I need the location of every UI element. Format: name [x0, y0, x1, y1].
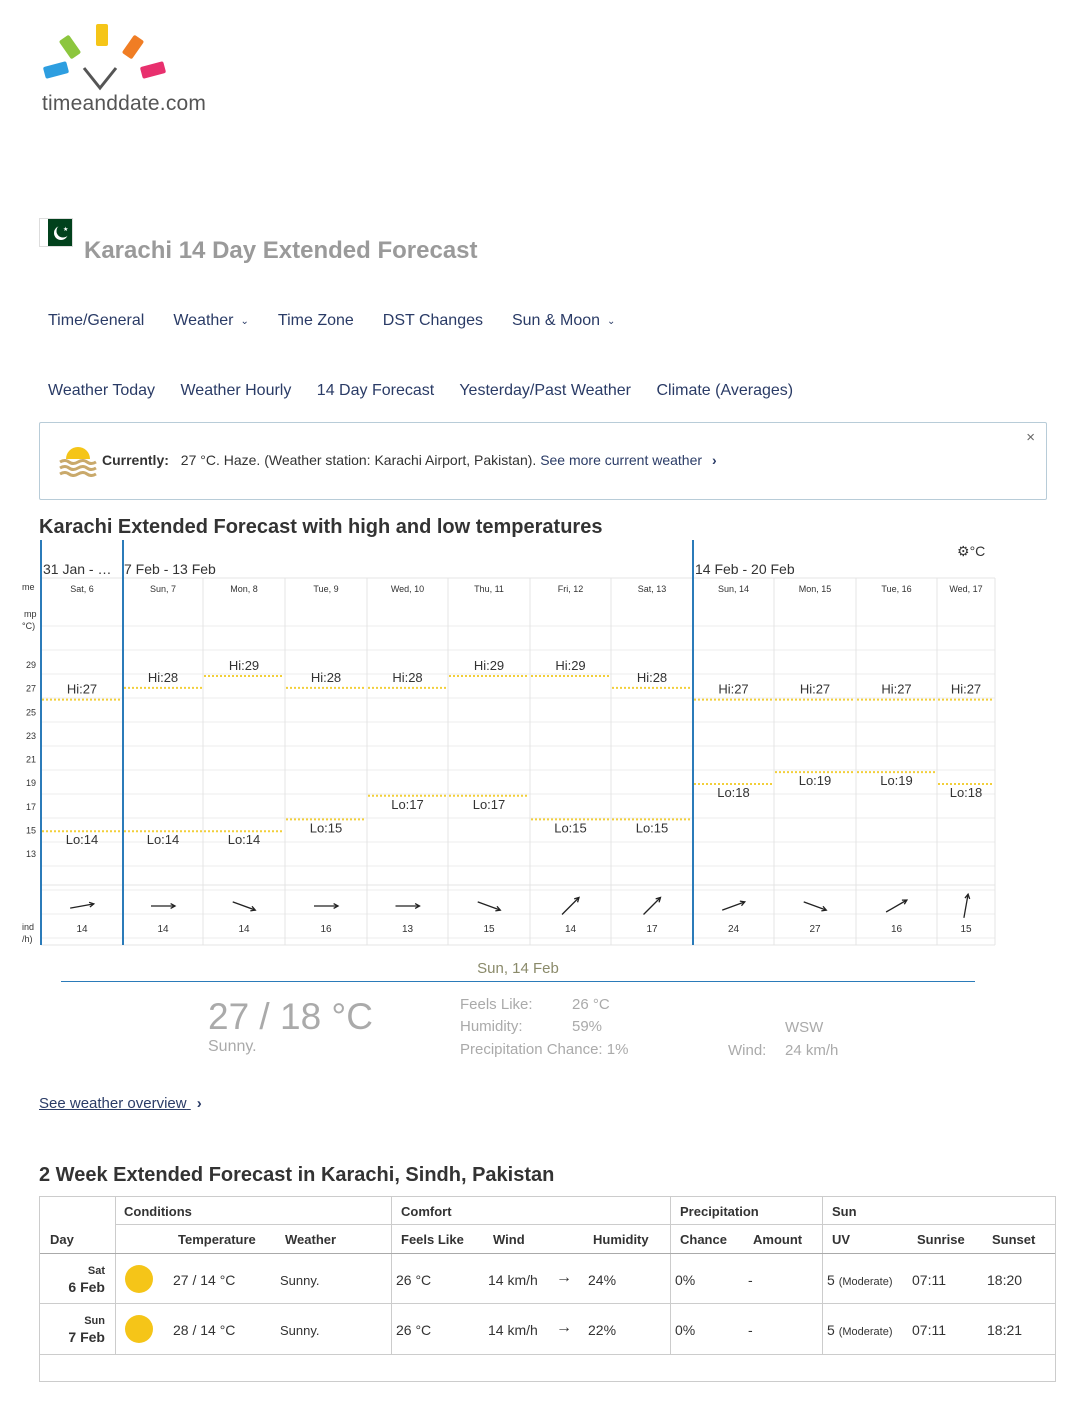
wind-arrow-icon: [644, 898, 661, 915]
svg-text:★: ★: [63, 226, 69, 233]
logo-wordmark[interactable]: timeanddate.com: [42, 92, 207, 115]
forecast-chart: [20, 540, 1000, 950]
subnav-weather-today[interactable]: Weather Today: [48, 382, 156, 399]
timeanddate-logo-icon[interactable]: [38, 20, 173, 95]
day-label: Sun, 7: [149, 584, 177, 594]
sub-nav: [48, 382, 814, 400]
lo-temp-label: Lo:18: [949, 784, 983, 800]
day-label: Mon, 8: [230, 584, 258, 594]
y-tick-label: 19: [25, 778, 36, 789]
week-label: 31 Jan - …: [43, 561, 112, 577]
header-wind: Wind: [493, 1232, 525, 1247]
current-label: Currently:: [102, 452, 169, 468]
day-label: Thu, 11: [474, 584, 504, 594]
row-feels: 26 °C: [396, 1272, 432, 1288]
y-tick-label: 21: [25, 754, 36, 765]
hi-temp-label: Hi:28: [392, 669, 423, 685]
nav-time-zone[interactable]: Time Zone: [277, 312, 354, 329]
lo-temp-label: Lo:18: [717, 784, 750, 800]
sun-icon: [125, 1265, 153, 1293]
row-divider: [115, 1224, 1055, 1225]
sun-icon: [125, 1315, 153, 1343]
row-divider: [40, 1253, 1055, 1254]
day-label: Tue, 9: [313, 584, 339, 594]
y-tick-label: 29: [25, 660, 36, 670]
row-weather: Sunny.: [280, 1323, 320, 1338]
week-label: 14 Feb - 20 Feb: [695, 561, 795, 577]
row-divider: [40, 1303, 1055, 1304]
axis-label: /h): [22, 934, 33, 944]
axis-label: ind: [22, 922, 35, 932]
table-section-title: 2 Week Extended Forecast in Karachi, Sindh, Pakistan: [39, 1164, 555, 1186]
header-sunset: Sunset: [992, 1232, 1036, 1247]
wind-speed-label: 15: [960, 924, 972, 935]
wind-arrow-icon: [396, 904, 420, 909]
gear-icon: ⚙: [957, 543, 970, 559]
hi-temp-label: Hi:27: [950, 681, 982, 697]
feels-like-label: Feels Like:: [460, 996, 533, 1013]
detail-date: Sun, 14 Feb: [477, 960, 559, 977]
row-humidity: 22%: [588, 1322, 617, 1338]
row-sunset: 18:20: [987, 1272, 1023, 1288]
wind-value: 24 km/h: [785, 1042, 839, 1059]
hi-temp-label: Hi:27: [66, 681, 98, 697]
row-amount: -: [748, 1322, 753, 1338]
y-tick-label: 23: [25, 730, 36, 741]
feels-like-value: 26 °C: [572, 996, 610, 1013]
lo-temp-label: Lo:17: [391, 796, 424, 812]
hi-temp-label: Hi:28: [147, 669, 179, 685]
current-text: 27 °C. Haze. (Weather station: Karachi Airport, Pakistan).: [180, 452, 537, 468]
lo-temp-label: Lo:14: [65, 832, 99, 848]
wind-arrow-icon: [562, 898, 579, 915]
detail-divider: [61, 981, 975, 982]
hi-temp-label: Hi:27: [881, 681, 912, 697]
hi-temp-label: Hi:27: [718, 681, 749, 697]
day-label: Sun, 14: [717, 584, 750, 594]
row-temp: 28 / 14 °C: [173, 1322, 236, 1338]
nav-time-general[interactable]: Time/General: [48, 312, 145, 329]
axis-label: me: [22, 582, 35, 592]
day-label: Sat, 13: [637, 584, 667, 594]
chevron-down-icon: ⌄: [240, 315, 249, 327]
lo-temp-label: Lo:15: [635, 820, 669, 836]
subnav-weather-hourly[interactable]: Weather Hourly: [180, 382, 292, 399]
wind-arrow-icon: [233, 902, 256, 911]
group-conditions: Conditions: [124, 1204, 192, 1219]
haze-icon: [58, 443, 98, 477]
col-divider: [391, 1197, 392, 1354]
day-label: Wed, 17: [949, 584, 983, 594]
row-wind: 14 km/h: [488, 1272, 538, 1288]
lo-temp-label: Lo:15: [554, 820, 587, 836]
header-amount: Amount: [753, 1232, 803, 1247]
day-label: Fri, 12: [557, 584, 584, 594]
humidity-value: 59%: [572, 1018, 603, 1035]
wind-speed-label: 17: [646, 924, 658, 935]
wind-arrow-icon: →: [556, 1319, 572, 1336]
day-label: Sat, 6: [70, 584, 94, 594]
unit-toggle[interactable]: ⚙°C: [957, 543, 986, 559]
axis-label: °C): [22, 621, 36, 631]
wind-arrow-icon: [151, 904, 175, 909]
wind-arrow-icon: →: [556, 1269, 572, 1286]
hi-temp-label: Hi:28: [310, 669, 342, 685]
axis-label: mp: [24, 609, 37, 619]
wind-speed-label: 14: [564, 924, 577, 935]
pakistan-flag-icon: [40, 219, 72, 246]
header-humidity: Humidity: [593, 1232, 649, 1247]
row-uv: 5 (Moderate): [827, 1272, 893, 1288]
lo-temp-label: Lo:15: [309, 820, 343, 836]
current-weather-banner: [39, 422, 1047, 500]
y-tick-label: 17: [25, 801, 36, 812]
subnav-past-weather[interactable]: Yesterday/Past Weather: [459, 382, 631, 399]
row-divider: [40, 1354, 1055, 1355]
col-divider: [670, 1197, 671, 1354]
y-tick-label: 13: [25, 849, 36, 859]
y-tick-label: 27: [25, 683, 36, 694]
row-sunrise: 07:11: [912, 1272, 946, 1288]
page-title: Karachi 14 Day Extended Forecast: [84, 237, 478, 264]
hi-temp-label: Hi:29: [228, 658, 260, 673]
wind-arrow-icon: [722, 901, 745, 910]
forecast-table: [39, 1196, 1056, 1382]
wind-arrow-icon: [804, 902, 827, 911]
precip-chance: Precipitation Chance: 1%: [460, 1041, 629, 1058]
nav-sun-moon[interactable]: Sun & Moon ⌄: [511, 312, 616, 329]
header-feels-like: Feels Like: [401, 1232, 464, 1247]
wind-speed-label: 15: [483, 924, 495, 935]
wind-arrow-icon: [314, 904, 338, 909]
lo-temp-label: Lo:14: [227, 832, 261, 848]
detail-condition: Sunny.: [208, 1038, 257, 1055]
nav-weather[interactable]: Weather ⌄: [173, 312, 249, 329]
header-uv: UV: [832, 1232, 851, 1247]
hi-temp-label: Hi:28: [636, 669, 668, 685]
humidity-label: Humidity:: [460, 1018, 523, 1035]
subnav-climate[interactable]: Climate (Averages): [656, 382, 794, 399]
row-humidity: 24%: [588, 1272, 617, 1288]
row-chance: 0%: [675, 1322, 696, 1338]
row-feels: 26 °C: [396, 1322, 432, 1338]
header-temperature: Temperature: [178, 1232, 256, 1247]
row-wind: 14 km/h: [488, 1322, 538, 1338]
chart-section-title: Karachi Extended Forecast with high and low temperatures: [39, 516, 603, 538]
overview-link-text[interactable]: See weather overview: [39, 1095, 187, 1112]
header-chance: Chance: [680, 1232, 727, 1247]
row-sunset: 18:21: [987, 1322, 1023, 1338]
group-precipitation: Precipitation: [680, 1204, 759, 1219]
row-amount: -: [748, 1272, 753, 1288]
hi-temp-label: Hi:27: [799, 681, 831, 697]
header-sunrise: Sunrise: [917, 1232, 965, 1247]
wind-speed-label: 14: [238, 924, 250, 935]
group-sun: Sun: [832, 1204, 857, 1219]
detail-temperature: 27 / 18 °C: [208, 996, 373, 1037]
day-label: Wed, 10: [390, 584, 425, 594]
lo-temp-label: Lo:19: [798, 773, 832, 789]
row-date: 7 Feb: [68, 1329, 105, 1345]
wind-speed-label: 14: [157, 924, 169, 935]
col-divider: [822, 1197, 823, 1354]
row-dow: Sun: [84, 1315, 105, 1327]
wind-direction: WSW: [785, 1019, 824, 1036]
hi-temp-label: Hi:29: [473, 658, 505, 673]
wind-arrow-icon: [70, 902, 94, 908]
lo-temp-label: Lo:14: [146, 832, 180, 848]
day-label: Tue, 16: [881, 584, 912, 594]
row-weather: Sunny.: [280, 1273, 320, 1288]
header-day: Day: [50, 1232, 74, 1247]
row-sunrise: 07:11: [912, 1322, 946, 1338]
nav-dst-changes[interactable]: DST Changes: [382, 312, 483, 329]
wind-speed-label: 14: [76, 924, 88, 935]
subnav-14-day-forecast[interactable]: 14 Day Forecast: [316, 382, 435, 399]
chevron-right-icon: ›: [196, 1095, 202, 1112]
header-weather: Weather: [285, 1232, 337, 1247]
row-date: 6 Feb: [68, 1279, 105, 1295]
row-temp: 27 / 14 °C: [173, 1272, 236, 1288]
day-label: Mon, 15: [798, 584, 832, 594]
week-label: 7 Feb - 13 Feb: [124, 561, 216, 577]
y-tick-label: 25: [25, 707, 36, 718]
col-divider: [115, 1197, 116, 1354]
chevron-down-icon: ⌄: [607, 315, 616, 327]
wind-speed-label: 24: [727, 924, 740, 935]
wind-arrow-icon: [478, 902, 501, 911]
row-uv: 5 (Moderate): [827, 1322, 893, 1338]
wind-speed-label: 16: [320, 924, 332, 935]
see-weather-overview-link[interactable]: [39, 1095, 202, 1112]
wind-speed-label: 27: [809, 924, 821, 935]
close-icon[interactable]: ×: [1026, 429, 1035, 446]
wind-speed-label: 16: [890, 924, 903, 935]
row-chance: 0%: [675, 1272, 696, 1288]
wind-arrow-icon: [886, 900, 907, 912]
wind-label: Wind:: [728, 1042, 767, 1059]
see-current-weather-link[interactable]: See more current weather: [540, 452, 703, 468]
lo-temp-label: Lo:17: [472, 796, 506, 812]
hi-temp-label: Hi:29: [555, 658, 586, 673]
wind-speed-label: 13: [401, 924, 414, 935]
lo-temp-label: Lo:19: [880, 773, 913, 789]
group-comfort: Comfort: [401, 1204, 452, 1219]
y-tick-label: 15: [25, 825, 36, 836]
row-dow: Sat: [87, 1265, 105, 1277]
main-nav: [48, 312, 644, 330]
chevron-right-icon[interactable]: ›: [711, 452, 717, 468]
